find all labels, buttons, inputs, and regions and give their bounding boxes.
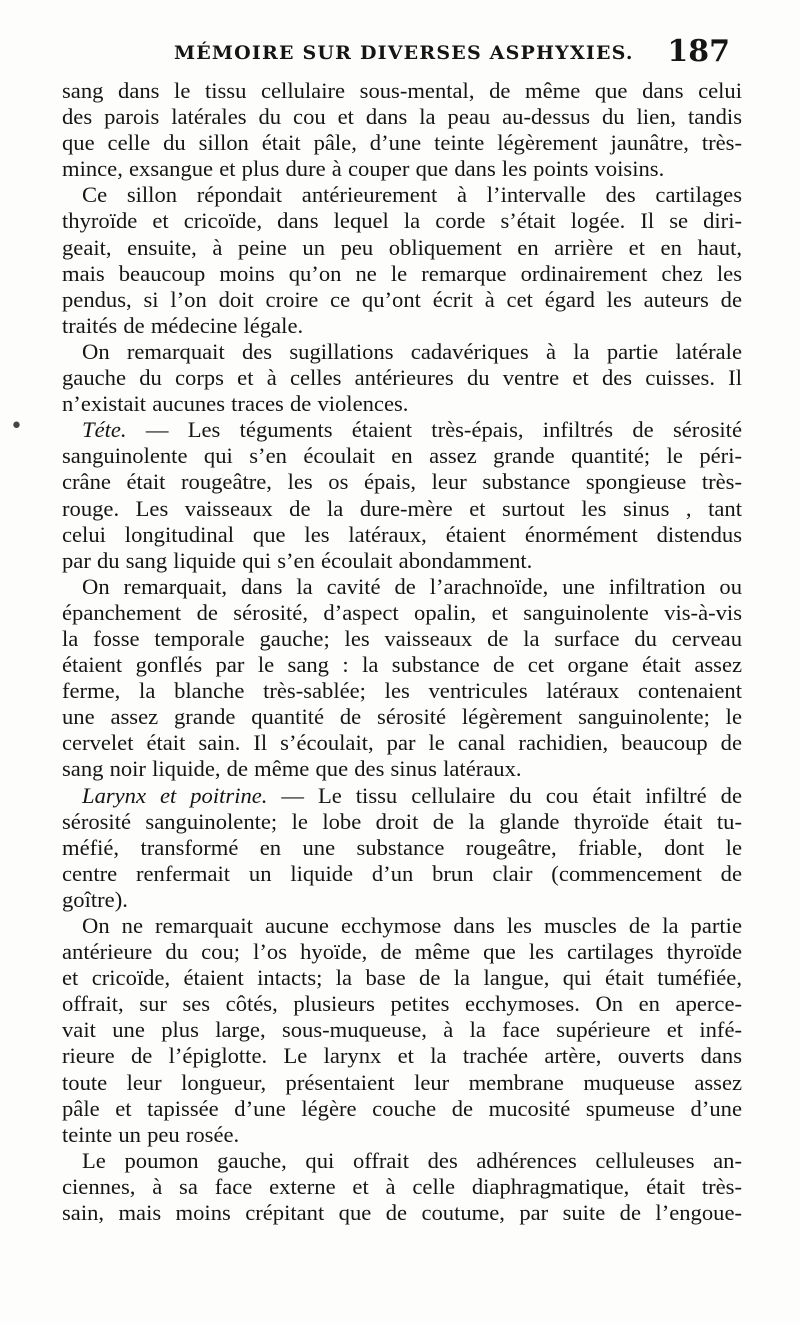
text-line: gauche du corps et à celles antérieures du ventre et des cuisses. Il <box>62 365 742 391</box>
text-line <box>62 417 742 443</box>
text-line-rest: — Les téguments étaient très-épais, infiltrés de sérosité <box>126 417 742 443</box>
text-line: centre renfermait un liquide d’un brun clair (commencement de <box>62 860 742 886</box>
text-line: et cricoïde, étaient intacts; la base de la langue, qui était tuméfiée, <box>62 965 742 991</box>
margin-mark: • <box>10 414 23 439</box>
text-line: Le poumon gauche, qui offrait des adhérences celluleuses an- <box>82 1147 742 1173</box>
text-line: la fosse temporale gauche; les vaisseaux de la surface du cerveau <box>62 625 742 651</box>
text-line: mais beaucoup moins qu’on ne le remarque ordinairement chez les <box>62 260 742 286</box>
text-line: offrait, sur ses côtés, plusieurs petites ecchymoses. On en aperce- <box>62 991 742 1017</box>
text-line <box>62 783 742 809</box>
text-line: goître). <box>62 886 128 912</box>
text-line: par du sang liquide qui s’en écoulait abondamment. <box>62 547 533 573</box>
text-line: celui longitudinal que les latéraux, étaient énormément distendus <box>62 521 742 547</box>
text-line: On remarquait, dans la cavité de l’arachnoïde, une infiltration ou <box>82 573 742 599</box>
text-line: sérosité sanguinolente; le lobe droit de la glande thyroïde était tu- <box>62 808 742 834</box>
text-line: sang dans le tissu cellulaire sous-mental, de même que dans celui <box>62 78 742 103</box>
text-line: étaient gonflés par le sang : la substance de cet organe était assez <box>62 652 742 678</box>
text-line: vait une plus large, sous-muqueuse, à la face supérieure et infé- <box>62 1017 742 1043</box>
text-line: sain, mais moins crépitant que de coutume, par suite de l’engoue- <box>62 1200 742 1226</box>
section-heading-tete: Téte. <box>82 417 127 443</box>
text-line: sang noir liquide, de même que des sinus latéraux. <box>62 756 522 782</box>
text-line: que celle du sillon était pâle, d’une teinte légèrement jaunâtre, très- <box>62 130 742 156</box>
text-line: antérieure du cou; l’os hyoïde, de même que les cartilages thyroïde <box>62 939 742 965</box>
text-line: une assez grande quantité de sérosité légèrement sanguinolente; le <box>62 704 742 730</box>
text-line: épanchement de sérosité, d’aspect opalin, et sanguinolente vis-à-vis <box>62 599 742 625</box>
text-line: pâle et tapissée d’une légère couche de mucosité spumeuse d’une <box>62 1095 742 1121</box>
text-line: ciennes, à sa face externe et à celle diaphragmatique, était très- <box>62 1173 742 1199</box>
body-text <box>62 78 742 1226</box>
text-line: Ce sillon répondait antérieurement à l’intervalle des cartilages <box>82 182 742 208</box>
running-title: MÉMOIRE SUR DIVERSES ASPHYXIES. <box>174 42 634 64</box>
text-line: geait, ensuite, à peine un peu obliquement en arrière et en haut, <box>62 234 742 260</box>
text-line: n’existait aucunes traces de violences. <box>62 391 409 417</box>
text-line: méfié, transformé en une substance rougeâtre, friable, dont le <box>62 834 742 860</box>
text-line: cervelet était sain. Il s’écoulait, par le canal rachidien, beaucoup de <box>62 730 742 756</box>
text-line: rouge. Les vaisseaux de la dure-mère et surtout les sinus , tant <box>62 495 742 521</box>
text-line: crâne était rougeâtre, les os épais, leur substance spongieuse très- <box>62 469 742 495</box>
text-line: On remarquait des sugillations cadavériques à la partie latérale <box>82 338 742 364</box>
text-line: pendus, si l’on doit croire ce qu’ont écrit à cet égard les auteurs de <box>62 286 742 312</box>
text-line: traités de médecine légale. <box>62 312 304 338</box>
text-line: toute leur longueur, présentaient leur membrane muqueuse assez <box>62 1069 742 1095</box>
text-line: ferme, la blanche très-sablée; les ventricules latéraux contenaient <box>62 678 742 704</box>
text-line: thyroïde et cricoïde, dans lequel la corde s’était logée. Il se diri- <box>62 208 742 234</box>
text-line: teinte un peu rosée. <box>62 1121 240 1147</box>
text-line: rieure de l’épiglotte. Le larynx et la trachée artère, ouverts dans <box>62 1043 742 1069</box>
section-heading-larynx: Larynx et poitrine. <box>82 782 268 808</box>
text-line-rest: — Le tissu cellulaire du cou était infiltré de <box>267 782 742 808</box>
text-line: On ne remarquait aucune ecchymose dans les muscles de la partie <box>82 913 742 938</box>
running-head <box>62 30 738 76</box>
page-number: 187 <box>667 34 730 69</box>
text-line: mince, exsangue et plus dure à couper que dans les points voisins. <box>62 156 665 182</box>
text-line: des parois latérales du cou et dans la peau au-dessus du lien, tandis <box>62 104 742 130</box>
text-line: sanguinolente qui s’en écoulait en assez grande quantité; le péri- <box>62 443 742 469</box>
